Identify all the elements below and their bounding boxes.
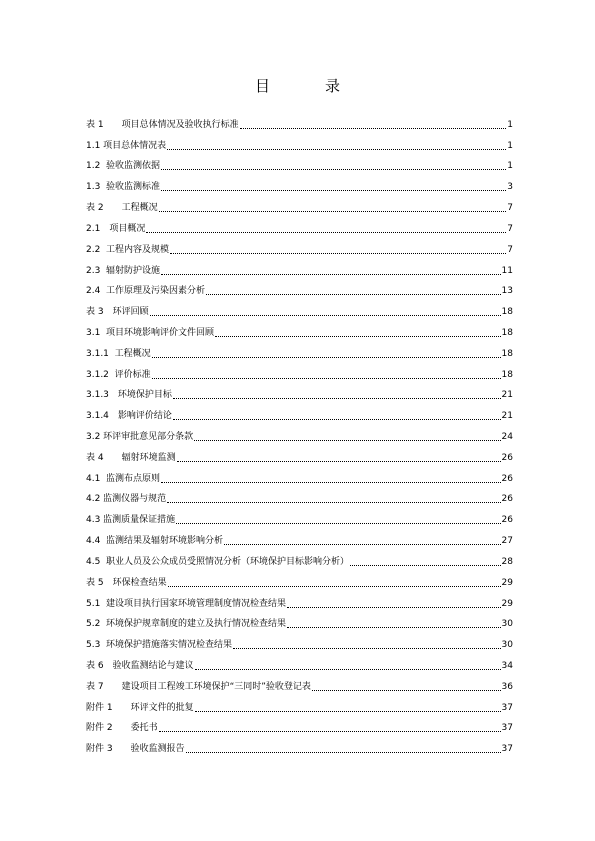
toc-entry-label: 5.1 建设项目执行国家环境管理制度情况检查结果	[86, 598, 287, 609]
toc-entry[interactable]	[86, 152, 513, 173]
toc-entry-page-number: 30	[501, 619, 513, 630]
toc-dot-leader	[161, 274, 501, 275]
toc-entry-page-number: 27	[501, 536, 513, 547]
toc-entry-label: 附件 2 委托书	[86, 723, 158, 734]
toc-entry-label: 表 2 工程概况	[86, 203, 158, 214]
toc-entry[interactable]	[86, 630, 513, 651]
toc-entry[interactable]	[86, 547, 513, 568]
toc-entry[interactable]	[86, 401, 513, 422]
toc-dot-leader	[350, 565, 501, 566]
toc-entry[interactable]	[86, 734, 513, 755]
toc-entry-label: 表 7 建设项目工程竣工环境保护“三同时”验收登记表	[86, 681, 311, 692]
toc-entry-label: 附件 1 环评文件的批复	[86, 702, 194, 713]
toc-entry-label: 5.2 环境保护规章制度的建立及执行情况检查结果	[86, 619, 287, 630]
toc-entry-page-number: 37	[501, 744, 513, 755]
toc-dot-leader	[195, 669, 501, 670]
toc-entry-page-number: 28	[501, 556, 513, 567]
toc-entry-label: 4.5 职业人员及公众成员受照情况分析（环境保护目标影响分析）	[86, 556, 350, 567]
toc-entry-page-number: 13	[501, 286, 513, 297]
toc-entry-page-number: 26	[501, 452, 513, 463]
toc-entry[interactable]	[86, 526, 513, 547]
toc-entry-page-number: 30	[501, 640, 513, 651]
toc-entry-page-number: 24	[501, 432, 513, 442]
toc-entry-label: 表 1 项目总体情况及验收执行标准	[86, 119, 239, 130]
toc-entry-label: 4.3 监测质量保证措施	[86, 515, 176, 526]
toc-entry[interactable]	[86, 610, 513, 631]
toc-dot-leader	[150, 315, 501, 316]
toc-dot-leader	[224, 544, 501, 545]
toc-entry-page-number: 37	[501, 702, 513, 713]
toc-entry-page-number: 34	[501, 660, 513, 671]
toc-dot-leader	[194, 440, 500, 441]
toc-entry-page-number: 18	[501, 369, 513, 380]
toc-entry-label: 2.3 辐射防护设施	[86, 265, 161, 276]
toc-dot-leader	[146, 232, 506, 233]
toc-entry-page-number: 29	[501, 598, 513, 609]
toc-entry-page-number: 37	[501, 723, 513, 734]
toc-dot-leader	[312, 690, 501, 691]
toc-entry-label: 3.1.1 工程概况	[86, 348, 151, 359]
toc-dot-leader	[173, 398, 501, 399]
toc-entry[interactable]	[86, 568, 513, 589]
toc-dot-leader	[215, 336, 501, 337]
toc-entry[interactable]	[86, 214, 513, 235]
toc-entry[interactable]	[86, 256, 513, 277]
toc-dot-leader	[161, 482, 501, 483]
toc-entry-label: 1.1 项目总体情况表	[86, 140, 167, 151]
toc-entry-page-number: 7	[507, 203, 513, 214]
toc-entry[interactable]	[86, 589, 513, 610]
toc-entry-label: 1.3 验收监测标准	[86, 182, 161, 193]
toc-entry-label: 3.1.2 评价标准	[86, 369, 151, 380]
toc-entry-label: 5.3 环境保护措施落实情况检查结果	[86, 640, 233, 651]
toc-entry[interactable]	[86, 193, 513, 214]
toc-dot-leader	[287, 627, 501, 628]
toc-entry-page-number: 29	[501, 577, 513, 588]
toc-dot-leader	[159, 731, 501, 732]
toc-entry-label: 3.1.4 影响评价结论	[86, 411, 172, 422]
toc-entry-label: 3.1.3 环境保护目标	[86, 390, 172, 401]
toc-title: 目 录	[254, 77, 360, 95]
toc-entry-label: 4.4 监测结果及辐射环境影响分析	[86, 536, 224, 547]
toc-entry-page-number: 11	[501, 265, 513, 276]
toc-dot-leader	[152, 378, 501, 379]
toc-entry[interactable]	[86, 110, 513, 131]
toc-entry[interactable]	[86, 485, 513, 506]
toc-entry-page-number: 26	[501, 473, 513, 484]
toc-entry[interactable]	[86, 172, 513, 193]
toc-dot-leader	[168, 586, 501, 587]
toc-entry-label: 附件 3 验收监测报告	[86, 744, 185, 755]
toc-entry-page-number: 26	[501, 515, 513, 526]
toc-entry-page-number: 3	[507, 182, 513, 193]
toc-entry[interactable]	[86, 505, 513, 526]
toc-entry-label: 表 4 辐射环境监测	[86, 452, 176, 463]
toc-dot-leader	[159, 211, 507, 212]
toc-entry[interactable]	[86, 297, 513, 318]
toc-entry-label: 1.2 验收监测依据	[86, 161, 161, 172]
toc-dot-leader	[167, 502, 500, 503]
toc-entry-page-number: 36	[501, 681, 513, 692]
toc-entry[interactable]	[86, 651, 513, 672]
toc-entry-page-number: 7	[507, 244, 513, 255]
toc-entry-label: 2.4 工作原理及污染因素分析	[86, 286, 206, 297]
toc-entry-page-number: 21	[501, 411, 513, 422]
toc-entry[interactable]	[86, 277, 513, 298]
toc-entry[interactable]	[86, 381, 513, 402]
toc-dot-leader	[240, 128, 507, 129]
toc-entry-page-number: 21	[501, 390, 513, 401]
toc-dot-leader	[152, 357, 501, 358]
toc-entry[interactable]	[86, 235, 513, 256]
toc-entry[interactable]	[86, 714, 513, 735]
toc-dot-leader	[186, 752, 501, 753]
toc-entry-label: 3.1 项目环境影响评价文件回顾	[86, 327, 215, 338]
toc-entry-label: 表 3 环评回顾	[86, 307, 149, 318]
toc-dot-leader	[233, 648, 501, 649]
toc-entry[interactable]	[86, 672, 513, 693]
toc-entry[interactable]	[86, 339, 513, 360]
toc-entry-label: 表 5 环保检查结果	[86, 577, 167, 588]
toc-dot-leader	[287, 607, 501, 608]
toc-entry-label: 4.2 监测仪器与规范	[86, 494, 167, 505]
toc-entry[interactable]	[86, 360, 513, 381]
toc-entry[interactable]	[86, 318, 513, 339]
toc-entry-label: 3.2 环评审批意见部分条款	[86, 432, 194, 442]
toc-entry-page-number: 18	[501, 327, 513, 338]
toc-entry-page-number: 1	[507, 161, 513, 172]
toc-entry-label: 4.1 监测布点原则	[86, 473, 161, 484]
toc-entry-label: 2.2 工程内容及规模	[86, 244, 170, 255]
toc-dot-leader	[206, 294, 501, 295]
toc-entry[interactable]	[86, 693, 513, 714]
toc-entry-page-number: 18	[501, 307, 513, 318]
toc-dot-leader	[167, 149, 506, 150]
toc-entry-page-number: 1	[507, 140, 513, 151]
toc-entry-page-number: 7	[507, 223, 513, 234]
toc-entry[interactable]	[86, 464, 513, 485]
toc-entry-page-number: 18	[501, 348, 513, 359]
toc-entry-label: 表 6 验收监测结论与建议	[86, 660, 194, 671]
toc-dot-leader	[161, 190, 506, 191]
toc-entry[interactable]	[86, 443, 513, 464]
toc-dot-leader	[176, 523, 500, 524]
toc-entry-page-number: 1	[507, 119, 513, 130]
toc-entry[interactable]	[86, 131, 513, 152]
toc-dot-leader	[177, 461, 501, 462]
toc-dot-leader	[173, 419, 501, 420]
toc-entry-label: 2.1 项目概况	[86, 223, 146, 234]
toc-entry-page-number: 26	[501, 494, 513, 505]
toc-entry[interactable]	[86, 422, 513, 443]
toc-list	[86, 110, 513, 755]
toc-dot-leader	[170, 253, 506, 254]
toc-dot-leader	[195, 711, 501, 712]
toc-dot-leader	[161, 169, 506, 170]
